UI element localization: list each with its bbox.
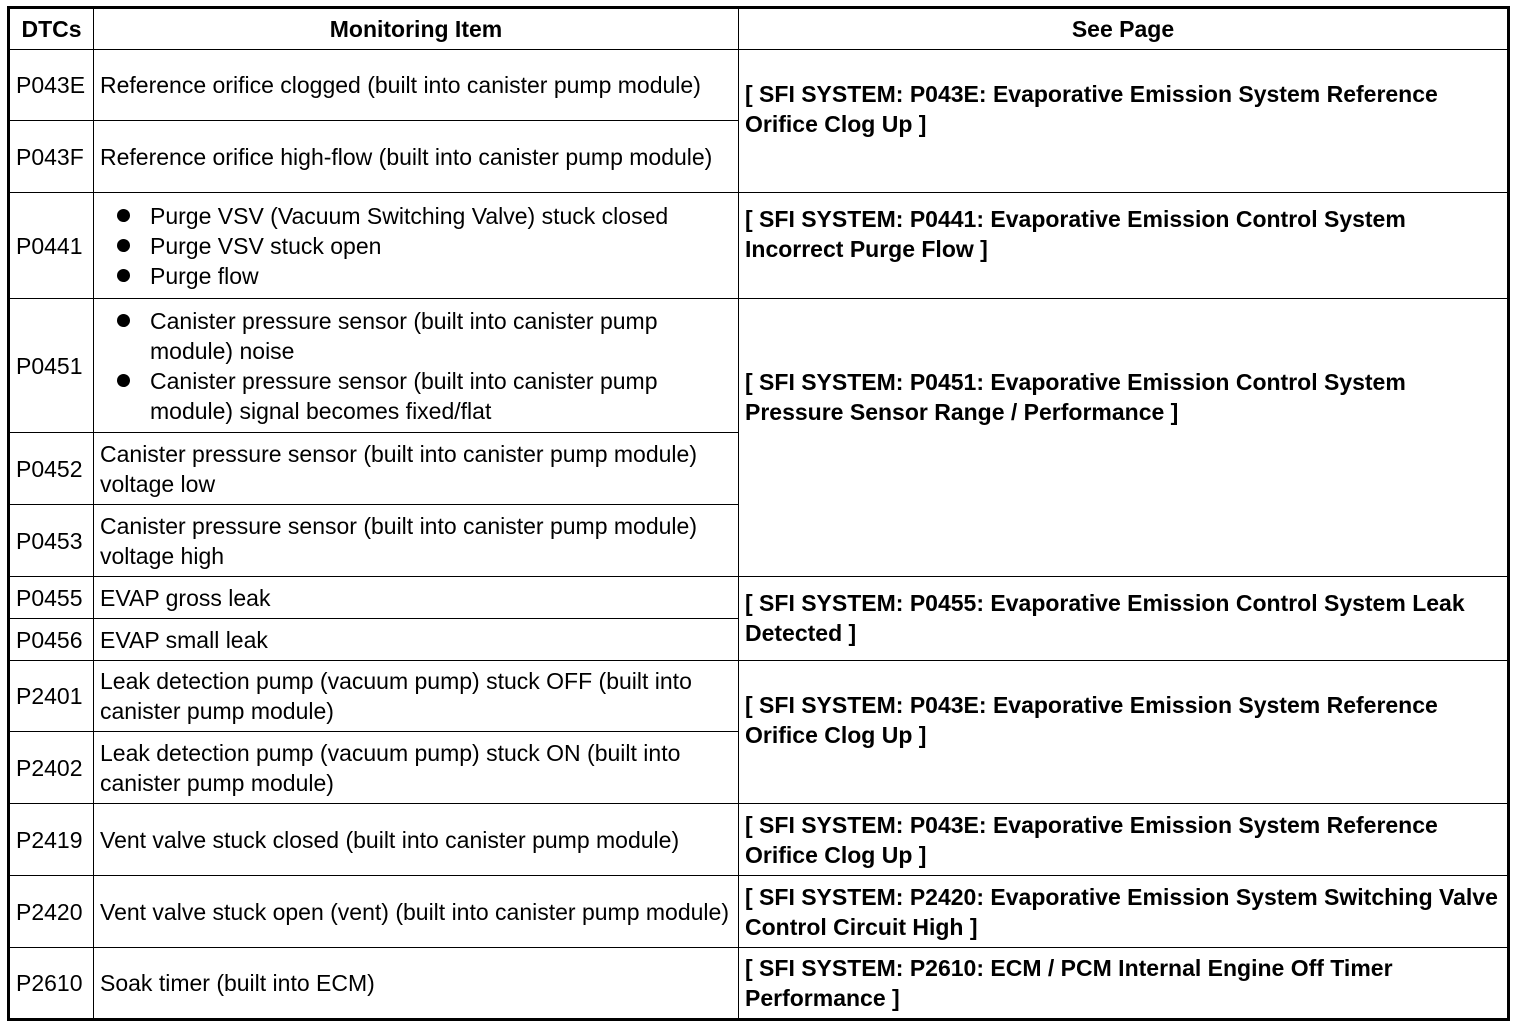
table-header-row xyxy=(9,8,1509,50)
see-page-text[interactable]: [ SFI SYSTEM: P0451: Evaporative Emission Control System Pressure Sensor Range / Performance ] xyxy=(745,368,1406,425)
list-item: Canister pressure sensor (built into canister pump module) signal becomes fixed/flat xyxy=(100,366,732,426)
header-monitoring-item: Monitoring Item xyxy=(94,8,739,50)
bullet-icon xyxy=(117,374,130,387)
monitoring-item: Leak detection pump (vacuum pump) stuck ON (built into canister pump module) xyxy=(94,732,739,804)
dtc-code: P2610 xyxy=(9,948,94,1020)
bullet-icon xyxy=(117,209,130,222)
monitoring-item: Canister pressure sensor (built into canister pump module) voltage high xyxy=(94,505,739,577)
list-item: Purge VSV stuck open xyxy=(100,231,732,261)
dtc-monitoring-table xyxy=(7,6,1510,1021)
table-row xyxy=(9,876,1509,948)
monitoring-item: Soak timer (built into ECM) xyxy=(94,948,739,1020)
see-page-text[interactable]: [ SFI SYSTEM: P2610: ECM / PCM Internal Engine Off Timer Performance ] xyxy=(745,955,1393,1011)
see-page-link[interactable] xyxy=(739,299,1509,577)
header-see-page: See Page xyxy=(739,8,1509,50)
see-page-link[interactable] xyxy=(739,577,1509,661)
list-item: Purge flow xyxy=(100,261,732,291)
dtc-code: P0451 xyxy=(9,299,94,433)
monitoring-item: EVAP gross leak xyxy=(94,577,739,619)
dtc-code: P0452 xyxy=(9,433,94,505)
bullet-icon xyxy=(117,239,130,252)
list-item: Purge VSV (Vacuum Switching Valve) stuck closed xyxy=(100,201,732,231)
dtc-code: P0456 xyxy=(9,619,94,661)
monitoring-item: Vent valve stuck open (vent) (built into canister pump module) xyxy=(94,876,739,948)
dtc-code: P0453 xyxy=(9,505,94,577)
see-page-text[interactable]: [ SFI SYSTEM: P0455: Evaporative Emission Control System Leak Detected ] xyxy=(745,589,1465,646)
table-row xyxy=(9,577,1509,619)
header-dtcs: DTCs xyxy=(9,8,94,50)
bullet-icon xyxy=(117,269,130,282)
see-page-link[interactable] xyxy=(739,193,1509,299)
table-row xyxy=(9,948,1509,1020)
monitoring-item xyxy=(94,299,739,433)
dtc-code: P2401 xyxy=(9,661,94,732)
monitoring-item: Canister pressure sensor (built into canister pump module) voltage low xyxy=(94,433,739,505)
see-page-link[interactable] xyxy=(739,50,1509,193)
monitoring-item: Vent valve stuck closed (built into canister pump module) xyxy=(94,804,739,876)
see-page-text[interactable]: [ SFI SYSTEM: P043E: Evaporative Emission System Reference Orifice Clog Up ] xyxy=(745,81,1438,137)
bullet-icon xyxy=(117,314,130,327)
dtc-code: P0455 xyxy=(9,577,94,619)
dtc-code: P043F xyxy=(9,121,94,193)
table-row xyxy=(9,661,1509,732)
monitoring-item: Reference orifice clogged (built into canister pump module) xyxy=(94,50,739,121)
monitoring-item: Reference orifice high-flow (built into canister pump module) xyxy=(94,121,739,193)
dtc-code: P2419 xyxy=(9,804,94,876)
see-page-link[interactable] xyxy=(739,804,1509,876)
bullet-list xyxy=(100,201,732,291)
bullet-list xyxy=(100,306,732,426)
see-page-text[interactable]: [ SFI SYSTEM: P0441: Evaporative Emission Control System Incorrect Purge Flow ] xyxy=(745,205,1406,262)
list-item: Canister pressure sensor (built into canister pump module) noise xyxy=(100,306,732,366)
dtc-code: P2402 xyxy=(9,732,94,804)
table-row xyxy=(9,299,1509,433)
table-row xyxy=(9,193,1509,299)
monitoring-item: EVAP small leak xyxy=(94,619,739,661)
see-page-link[interactable] xyxy=(739,876,1509,948)
table-row xyxy=(9,804,1509,876)
monitoring-item xyxy=(94,193,739,299)
table-row xyxy=(9,50,1509,121)
monitoring-item: Leak detection pump (vacuum pump) stuck OFF (built into canister pump module) xyxy=(94,661,739,732)
see-page-text[interactable]: [ SFI SYSTEM: P2420: Evaporative Emission System Switching Valve Control Circuit High ] xyxy=(745,883,1498,940)
dtc-code: P0441 xyxy=(9,193,94,299)
see-page-link[interactable] xyxy=(739,661,1509,804)
see-page-text[interactable]: [ SFI SYSTEM: P043E: Evaporative Emission System Reference Orifice Clog Up ] xyxy=(745,811,1438,868)
dtc-code: P043E xyxy=(9,50,94,121)
dtc-table-wrapper xyxy=(7,6,1510,1021)
see-page-text[interactable]: [ SFI SYSTEM: P043E: Evaporative Emission System Reference Orifice Clog Up ] xyxy=(745,692,1438,748)
see-page-link[interactable] xyxy=(739,948,1509,1020)
dtc-code: P2420 xyxy=(9,876,94,948)
